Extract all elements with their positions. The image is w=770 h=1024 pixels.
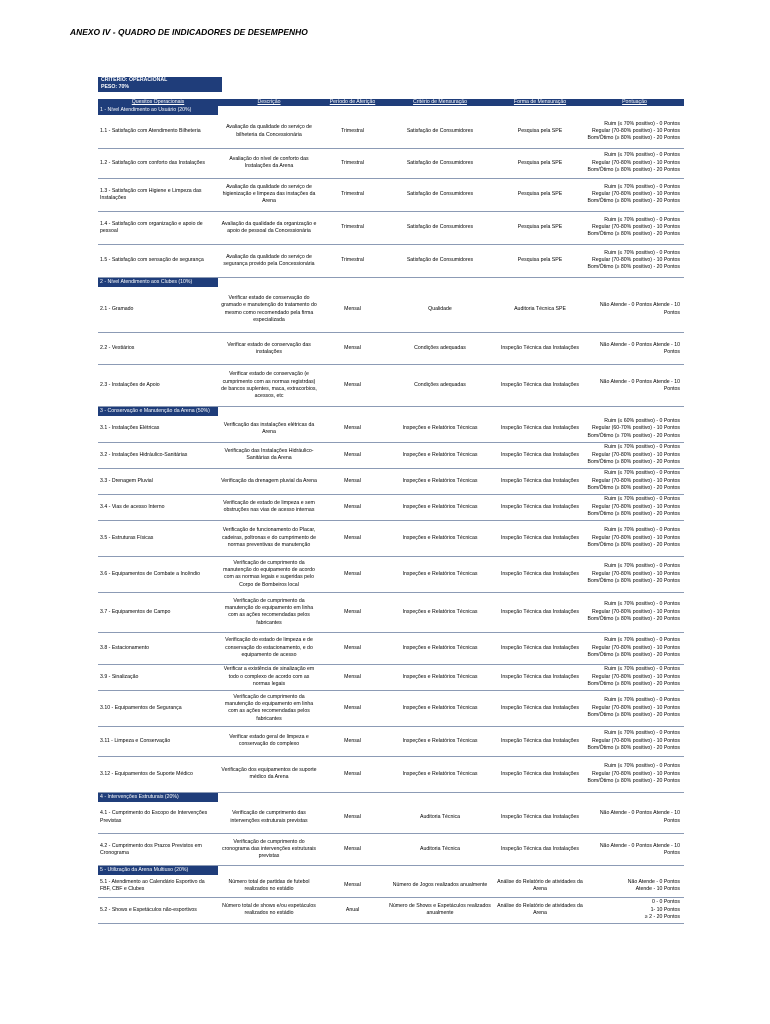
description-cell: Verificar estado de conservação (e cumprimento com as normas registrdas) de bancos suplentes, maca, extracorbios, acessos, etc [218,365,320,407]
indicator-cell: 3.10 - Equipamentos de Segurança [98,690,218,726]
criteria-label: CRITÉRIO: OPERACIONAL [101,77,168,83]
criterion-cell: Inspeções e Relatórios Técnicas [385,756,495,792]
section-filler [218,407,684,417]
period-cell: Mensal [320,756,385,792]
section-header-row [98,277,684,287]
table-row [98,468,684,494]
section-filler [218,277,684,287]
criterion-cell: Inspeções e Relatórios Técnicas [385,468,495,494]
period-cell: Mensal [320,664,385,690]
indicator-cell: 3.9 - Sinalização [98,664,218,690]
description-cell: Número total de shows e/ou espetáculos realizados no estádio [218,897,320,923]
score-cell: Ruim (≤ 70% positivo) - 0 Pontos Regular (70-80% positivo) - 10 Pontos Bom/Ótimo (≥ 80% positivo) - 20 Pontos [585,115,684,148]
indicator-cell: 1.3 - Satisfação com Higiene e Limpeza das Instalações [98,178,218,211]
description-cell: Verificação de funcionamento do Placar, cadeiras, poltronas e do cumprimento de normas preventivas de manutenção [218,520,320,556]
header-cell: Quesitos Operacionais [98,99,218,106]
method-cell: Inspeção Técnica das Instalações [495,468,585,494]
section-header-row [98,106,684,115]
indicator-cell: 1.2 - Satisfação com conforto das Instalações [98,148,218,178]
score-cell: 0 - 0 Pontos 1- 10 Pontos ≥ 2 - 20 Pontos [585,897,684,923]
header-cell: Período de Aferição [320,99,385,106]
indicator-cell: 1.4 - Satisfação com organização e apoio de pessoal [98,211,218,244]
table-row [98,556,684,592]
indicator-cell: 1.1 - Satisfação com Atendimento Bilheteria [98,115,218,148]
criterion-cell: Inspeções e Relatórios Técnicas [385,442,495,468]
indicator-cell: 3.6 - Equipamentos de Combate a Incêndio [98,556,218,592]
period-cell: Mensal [320,365,385,407]
method-cell: Pesquisa pela SPE [495,148,585,178]
header-cell: Descrição [218,99,320,106]
section-filler [218,792,684,802]
document-title: ANEXO IV - QUADRO DE INDICADORES DE DESEMPENHO [70,27,308,37]
method-cell: Inspeção Técnica das Instalações [495,442,585,468]
period-cell: Trimestral [320,178,385,211]
table-row [98,178,684,211]
criterion-cell: Inspeções e Relatórios Técnicas [385,556,495,592]
period-cell: Mensal [320,468,385,494]
description-cell: Verificação das Instalações Hidráulico-Sanitárias da Arena [218,442,320,468]
score-cell: Ruim (≤ 70% positivo) - 0 Pontos Regular (70-80% positivo) - 10 Pontos Bom/Ótimo (≥ 80% positivo) - 20 Pontos [585,690,684,726]
criterion-cell: Inspeções e Relatórios Técnicas [385,520,495,556]
score-cell: Ruim (≤ 70% positivo) - 0 Pontos Regular (70-80% positivo) - 10 Pontos Bom/Ótimo (≥ 80% positivo) - 20 Pontos [585,726,684,756]
score-cell: Não Atende - 0 Pontos Atende - 10 Pontos [585,802,684,834]
period-cell: Mensal [320,442,385,468]
period-cell: Mensal [320,494,385,520]
table-body [98,106,684,923]
method-cell: Inspeção Técnica das Instalações [495,632,585,664]
table-row [98,834,684,866]
score-cell: Ruim (≤ 70% positivo) - 0 Pontos Regular (70-80% positivo) - 10 Pontos Bom/Ótimo (≥ 80% positivo) - 20 Pontos [585,244,684,277]
score-cell: Ruim (≤ 70% positivo) - 0 Pontos Regular (70-80% positivo) - 10 Pontos Bom/Ótimo (≥ 80% positivo) - 20 Pontos [585,592,684,632]
indicator-cell: 3.3 - Drenagem Pluvial [98,468,218,494]
indicator-cell: 4.1 - Cumprimento do Escopo de Intervenções Previstas [98,802,218,834]
table-row [98,442,684,468]
table-row [98,365,684,407]
period-cell: Mensal [320,416,385,442]
method-cell: Inspeção Técnica das Instalações [495,494,585,520]
period-cell: Mensal [320,287,385,333]
method-cell: Inspeção Técnica das Instalações [495,664,585,690]
description-cell: Verificação das instalações elétricas da Arena [218,416,320,442]
criterion-cell: Satisfação de Consumidores [385,244,495,277]
indicator-cell: 3.8 - Estacionamento [98,632,218,664]
score-cell: Não Atende - 0 Pontos Atende - 10 Pontos [585,365,684,407]
method-cell: Pesquisa pela SPE [495,211,585,244]
table-row [98,287,684,333]
section-filler [218,106,684,115]
indicators-table [98,99,684,924]
indicator-cell: 1.5 - Satisfação com sensação de segurança [98,244,218,277]
description-cell: Verificar a existência de sinalização em todo o complexo de acordo com as normas legais [218,664,320,690]
score-cell: Ruim (≤ 70% positivo) - 0 Pontos Regular (70-80% positivo) - 10 Pontos Bom/Ótimo (≥ 80% positivo) - 20 Pontos [585,211,684,244]
score-cell: Não Atende - 0 Pontos Atende - 10 Pontos [585,875,684,897]
criterion-cell: Inspeções e Relatórios Técnicas [385,592,495,632]
description-cell: Verificar estado geral de limpeza e conservação do complexo [218,726,320,756]
indicator-cell: 3.5 - Estruturas Físicas [98,520,218,556]
score-cell: Não Atende - 0 Pontos Atende - 10 Pontos [585,834,684,866]
method-cell: Inspeção Técnica das Instalações [495,802,585,834]
period-cell: Mensal [320,875,385,897]
indicator-cell: 3.4 - Vias de acesso Interno [98,494,218,520]
criterion-cell: Inspeções e Relatórios Técnicas [385,494,495,520]
criterion-cell: Satisfação de Consumidores [385,211,495,244]
score-cell: Ruim (≤ 70% positivo) - 0 Pontos Regular (70-80% positivo) - 10 Pontos Bom/Ótimo (≥ 80% positivo) - 20 Pontos [585,664,684,690]
period-cell: Trimestral [320,148,385,178]
criterion-cell: Qualidade [385,287,495,333]
table-row [98,726,684,756]
table-row [98,494,684,520]
description-cell: Avaliação da qualidade da organização e apoio de pessoal da Concessionária [218,211,320,244]
indicator-cell: 5.1 - Atendimento ao Calendário Esportivo da FBF, CBF e Clubes [98,875,218,897]
score-cell: Ruim (≤ 70% positivo) - 0 Pontos Regular (70-80% positivo) - 10 Pontos Bom/Ótimo (≥ 80% positivo) - 20 Pontos [585,632,684,664]
table-row [98,211,684,244]
criterion-cell: Satisfação de Consumidores [385,178,495,211]
score-cell: Ruim (≤ 70% positivo) - 0 Pontos Regular (70-80% positivo) - 10 Pontos Bom/Ótimo (≥ 80% positivo) - 20 Pontos [585,178,684,211]
criterion-cell: Condições adequadas [385,365,495,407]
description-cell: Verificação dos equipamentos de suporte médico da Arena [218,756,320,792]
table-row [98,897,684,923]
indicator-cell: 2.2 - Vestiários [98,333,218,365]
period-cell: Mensal [320,632,385,664]
criterion-cell: Auditoria Técnica [385,802,495,834]
section-title: 2 - Nível Atendimento aos Clubes (10%) [98,277,218,287]
score-cell: Ruim (≤ 70% positivo) - 0 Pontos Regular (70-80% positivo) - 10 Pontos Bom/Ótimo (≥ 80% positivo) - 20 Pontos [585,148,684,178]
section-header-row [98,866,684,876]
indicator-cell: 3.11 - Limpeza e Conservação [98,726,218,756]
section-title: 1 - Nível Atendimento ao Usuário (20%) [98,106,218,115]
method-cell: Pesquisa pela SPE [495,244,585,277]
description-cell: Verificar estado de conservação do gramado e manutenção do tratamento do mesmo como recomendado pela firma especializada [218,287,320,333]
period-cell: Anual [320,897,385,923]
section-header-row [98,407,684,417]
score-cell: Ruim (≤ 70% positivo) - 0 Pontos Regular (70-80% positivo) - 10 Pontos Bom/Ótimo (≥ 80% positivo) - 20 Pontos [585,442,684,468]
table-row [98,802,684,834]
method-cell: Inspeção Técnica das Instalações [495,756,585,792]
table-row [98,115,684,148]
period-cell: Mensal [320,520,385,556]
period-cell: Trimestral [320,211,385,244]
criterion-cell: Inspeções e Relatórios Técnicas [385,632,495,664]
table-row [98,244,684,277]
method-cell: Inspeção Técnica das Instalações [495,365,585,407]
description-cell: Avaliação do nível de conforto das Instalações da Arena [218,148,320,178]
table-row [98,416,684,442]
period-cell: Mensal [320,333,385,365]
method-cell: Inspeção Técnica das Instalações [495,333,585,365]
description-cell: Avaliação da qualidade do serviço de segurança provido pela Concessionária [218,244,320,277]
method-cell: Inspeção Técnica das Instalações [495,556,585,592]
method-cell: Inspeção Técnica das Instalações [495,520,585,556]
criterion-cell: Inspeções e Relatórios Técnicas [385,416,495,442]
table-row [98,520,684,556]
method-cell: Análise do Relatório de atividades da Arena [495,897,585,923]
criterion-cell: Número de Shows e Espetáculos realizados anualmente [385,897,495,923]
table-row [98,632,684,664]
period-cell: Mensal [320,592,385,632]
criteria-box [98,77,222,92]
criterion-cell: Inspeções e Relatórios Técnicas [385,664,495,690]
description-cell: Número total de partidas de futebol realizados no estádio [218,875,320,897]
period-cell: Trimestral [320,115,385,148]
header-cell: Forma de Mensuração [495,99,585,106]
description-cell: Avaliação da qualidade do serviço de higienização e limpeza das instações da Arena [218,178,320,211]
score-cell: Não Atende - 0 Pontos Atende - 10 Pontos [585,333,684,365]
method-cell: Pesquisa pela SPE [495,115,585,148]
weight-label: PESO: 70% [101,84,129,90]
section-header-row [98,792,684,802]
table-row [98,756,684,792]
description-cell: Verificação de cumprimento da manutenção do equipamento de acordo com as normas legais e sugeridas pelo Corpo de Bombeiros local [218,556,320,592]
method-cell: Inspeção Técnica das Instalações [495,592,585,632]
description-cell: Verificação de cumprimento das intervenções estruturais previstas [218,802,320,834]
indicator-cell: 4.2 - Cumprimento dos Prazos Previstos em Cronograma [98,834,218,866]
period-cell: Mensal [320,556,385,592]
score-cell: Ruim (≤ 60% positivo) - 0 Pontos Regular (60-70% positivo) - 10 Pontos Bom/Ótimo (≥ 70% positivo) - 20 Pontos [585,416,684,442]
header-cell: Critério de Mensuração [385,99,495,106]
score-cell: Ruim (≤ 70% positivo) - 0 Pontos Regular (70-80% positivo) - 10 Pontos Bom/Ótimo (≥ 80% positivo) - 20 Pontos [585,756,684,792]
method-cell: Análise do Relatório de atividades da Arena [495,875,585,897]
indicator-cell: 3.7 - Equipamentos de Campo [98,592,218,632]
table-row [98,148,684,178]
method-cell: Inspeção Técnica das Instalações [495,416,585,442]
method-cell: Pesquisa pela SPE [495,178,585,211]
criterion-cell: Inspeções e Relatórios Técnicas [385,690,495,726]
section-title: 4 - Intervenções Estruturais (20%) [98,792,218,802]
criterion-cell: Auditoria Técnica [385,834,495,866]
score-cell: Ruim (≤ 70% positivo) - 0 Pontos Regular (70-80% positivo) - 10 Pontos Bom/Ótimo (≥ 80% positivo) - 20 Pontos [585,494,684,520]
method-cell: Inspeção Técnica das Instalações [495,690,585,726]
period-cell: Mensal [320,802,385,834]
indicator-cell: 5.2 - Shows e Espetáculos não-esportivos [98,897,218,923]
table-row [98,333,684,365]
description-cell: Verificação do estado de limpeza e de conservação do estacionamento, e do equipamento de acesso [218,632,320,664]
indicator-cell: 3.1 - Instalações Elétricas [98,416,218,442]
method-cell: Inspeção Técnica das Instalações [495,726,585,756]
criterion-cell: Inspeções e Relatórios Técnicas [385,726,495,756]
table-row [98,592,684,632]
description-cell: Verificação da drenagem pluvial da Arena [218,468,320,494]
table-row [98,664,684,690]
description-cell: Verificação de cumprimento da manutenção do equipamento em linha com as ações recomendadas pelos fabricantes [218,592,320,632]
method-cell: Auditoria Técnica SPE [495,287,585,333]
indicator-cell: 2.3 - Instalações de Apoio [98,365,218,407]
description-cell: Avaliação da qualidade do serviço de bilheteria da Concessionária [218,115,320,148]
description-cell: Verificar estado de conservação das instalações [218,333,320,365]
indicator-cell: 2.1 - Gramado [98,287,218,333]
section-filler [218,866,684,876]
header-row [98,99,684,106]
section-title: 3 - Conservação e Manutenção da Arena (50%) [98,407,218,417]
description-cell: Verificação de estado de limpeza e sem obstruções nas vias de acesso internas [218,494,320,520]
criterion-cell: Condições adequadas [385,333,495,365]
score-cell: Ruim (≤ 70% positivo) - 0 Pontos Regular (70-80% positivo) - 10 Pontos Bom/Ótimo (≥ 80% positivo) - 20 Pontos [585,556,684,592]
indicator-cell: 3.2 - Instalações Hidráulico-Sanitárias [98,442,218,468]
criterion-cell: Número de Jogos realizados anualmente [385,875,495,897]
criterion-cell: Satisfação de Consumidores [385,115,495,148]
period-cell: Mensal [320,690,385,726]
period-cell: Mensal [320,726,385,756]
description-cell: Verificação de cumprimento do cronograma das intervenções estruturais previstas [218,834,320,866]
score-cell: Não Atende - 0 Pontos Atende - 10 Pontos [585,287,684,333]
table-row [98,875,684,897]
table-row [98,690,684,726]
method-cell: Inspeção Técnica das Instalações [495,834,585,866]
period-cell: Mensal [320,834,385,866]
indicator-cell: 3.12 - Equipamentos de Suporte Médico [98,756,218,792]
period-cell: Trimestral [320,244,385,277]
criterion-cell: Satisfação de Consumidores [385,148,495,178]
section-title: 5 - Utilização da Arena Multiuso (20%) [98,866,218,876]
header-cell: Pontuação [585,99,684,106]
score-cell: Ruim (≤ 70% positivo) - 0 Pontos Regular (70-80% positivo) - 10 Pontos Bom/Ótimo (≥ 80% positivo) - 20 Pontos [585,468,684,494]
score-cell: Ruim (≤ 70% positivo) - 0 Pontos Regular (70-80% positivo) - 10 Pontos Bom/Ótimo (≥ 80% positivo) - 20 Pontos [585,520,684,556]
description-cell: Verificação de cumprimento da manutenção do equipamento em linha com as ações recomendadas pelos fabricantes [218,690,320,726]
